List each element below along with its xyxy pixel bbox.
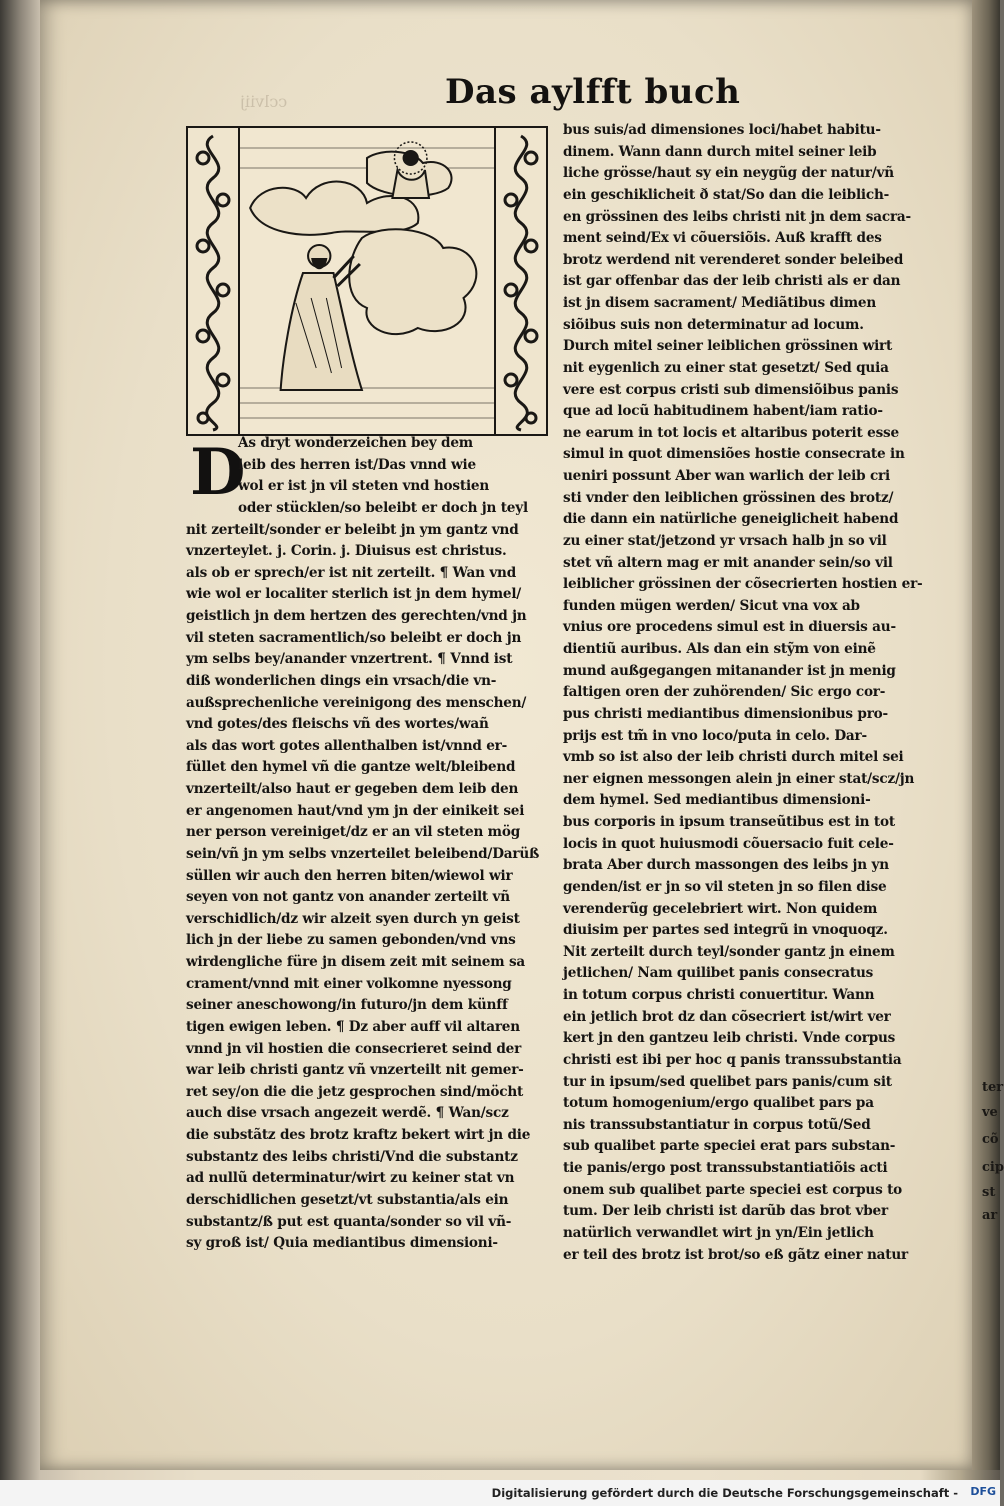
- text-line: bus corporis in ipsum transeũtibus est in tot: [563, 814, 895, 830]
- text-line: bus suis/ad dimensiones loci/habet habitu-: [563, 122, 881, 138]
- text-line: ym selbs bey/anander vnzertrent. ¶ Vnnd ist: [186, 651, 513, 668]
- text-line: en grössinen des leibs christi nit jn dem sacra-: [563, 208, 911, 225]
- text-line: brotz werdend nit verenderet sonder beleibed: [563, 251, 904, 268]
- facing-text-fragment: st: [982, 1185, 996, 1200]
- woodcut-scene: [240, 128, 494, 434]
- left-column-indented: [186, 433, 542, 520]
- text-line: auch dise vrsach angezeit werdẽ. ¶ Wan/scz: [186, 1105, 509, 1122]
- text-line: As dryt wonderzeichen bey dem: [238, 435, 473, 451]
- text-line: pus christi mediantibus dimensionibus pro-: [563, 705, 888, 722]
- text-line: vnd gotes/des fleischs vñ des wortes/wañ: [186, 716, 489, 733]
- text-line: tigen ewigen leben. ¶ Dz aber auff vil altaren: [186, 1018, 520, 1035]
- text-line: wie wol er localiter sterlich ist jn dem hymel/: [186, 586, 522, 603]
- text-line: sub qualibet parte speciei erat pars substan-: [563, 1138, 896, 1155]
- text-line: ad nullũ determinatur/wirt zu keiner stat vn: [186, 1170, 515, 1187]
- text-line: die substãtz des brotz kraftz bekert wirt jn die: [186, 1127, 531, 1143]
- woodcut-illustration: [186, 126, 548, 436]
- text-line: Durch mitel seiner leiblichen grössinen wirt: [563, 338, 893, 355]
- text-line: ne earum in tot locis et altaribus poterit esse: [563, 424, 899, 441]
- text-line: vnzerteilt/also haut er gegeben dem leib den: [186, 781, 519, 797]
- text-line: prijs est tm̃ in vno loco/puta in celo. Dar-: [563, 727, 867, 744]
- text-line: ment seind/Ex vi cõuersiõis. Auß krafft des: [563, 230, 882, 247]
- dfg-logo: DFG: [970, 1485, 996, 1498]
- text-line: oder stücklen/so beleibt er doch jn teyl: [238, 499, 528, 516]
- footer-bar: [0, 1480, 1000, 1506]
- text-line: vil steten sacramentlich/so beleibt er doch jn: [186, 629, 522, 646]
- text-line: onem sub qualibet parte speciei est corpus to: [563, 1181, 903, 1198]
- text-line: tur in ipsum/sed quelibet pars panis/cum sit: [563, 1073, 892, 1090]
- text-line: ner person vereiniget/dz er an vil steten mög: [186, 824, 521, 841]
- text-line: faltigen oren der zuhörenden/ Sic ergo cor-: [563, 684, 886, 701]
- text-line: vnius ore procedens simul est in diuersis au-: [563, 619, 896, 636]
- text-line: vere est corpus cristi sub dimensiõibus panis: [563, 381, 899, 398]
- text-line: füllet den hymel vñ die gantze welt/bleibend: [186, 759, 516, 776]
- text-line: sti vnder den leiblichen grössinen des brotz/: [563, 489, 894, 506]
- text-line: simul in quot dimensiões hostie consecrate in: [563, 446, 905, 463]
- text-line: leiblicher grössinen der cõsecrierten hostien er-: [563, 576, 923, 593]
- text-line: derschidlichen gesetzt/vt substantia/als ein: [186, 1191, 509, 1208]
- text-line: leib des herren ist/Das vnnd wie: [238, 456, 476, 473]
- text-line: que ad locũ habitudinem habent/iam ratio-: [563, 403, 883, 420]
- text-line: tie panis/ergo post transsubstantiatiõis acti: [563, 1160, 888, 1176]
- text-line: ueniri possunt Aber wan warlich der leib cri: [563, 468, 890, 484]
- facing-page-edge: [972, 0, 1000, 1470]
- text-line: wol er ist jn vil steten vnd hostien: [238, 478, 490, 495]
- text-line: ist gar offenbar das der leib christi als er dan: [563, 273, 901, 290]
- text-line: jetlichen/ Nam quilibet panis consecratus: [563, 965, 874, 982]
- text-line: mund außgegangen mitanander ist jn menig: [563, 662, 896, 679]
- text-line: geistlich jn dem hertzen des gerechten/vnd jn: [186, 608, 527, 624]
- text-line: süllen wir auch den herren biten/wiewol wir: [186, 867, 513, 884]
- ornamental-border-left: [188, 128, 240, 434]
- text-line: diß wonderlichen dings ein vrsach/die vn-: [186, 672, 497, 689]
- text-line: totum homogenium/ergo qualibet pars pa: [563, 1095, 874, 1112]
- decorated-initial: D: [190, 435, 246, 510]
- text-line: lich jn der liebe zu samen gebonden/vnd vns: [186, 932, 516, 949]
- bleed-through-page-number: cclviij: [240, 92, 288, 111]
- text-line: stet vñ altern mag er mit anander sein/so vil: [563, 554, 893, 571]
- text-line: liche grösse/haut sy ein neygũg der natur/vñ: [563, 165, 894, 182]
- text-line: die dann ein natürliche geneiglicheit habend: [563, 511, 899, 528]
- right-column: [563, 120, 923, 1266]
- footer-credit: Digitalisierung gefördert durch die Deutsche Forschungsgemeinschaft -: [491, 1486, 958, 1500]
- text-line: als ob er sprech/er ist nit zerteilt. ¶ Wan vnd: [186, 564, 517, 581]
- text-line: seiner aneschowong/in futuro/jn dem künff: [186, 997, 508, 1014]
- text-line: war leib christi gantz vñ vnzerteilt nit gemer-: [186, 1062, 524, 1079]
- text-line: ist jn disem sacrament/ Mediãtibus dimen: [563, 295, 877, 311]
- text-line: siõibus suis non determinatur ad locum.: [563, 316, 864, 333]
- text-line: nit zerteilt/sonder er beleibt jn ym gantz vnd: [186, 521, 519, 538]
- facing-text-fragment: cip: [982, 1160, 1004, 1175]
- text-line: sein/vñ jn ym selbs vnzerteilet beleibend/Darüß: [186, 845, 540, 862]
- text-line: seyen von not gantz von anander zerteilt vñ: [186, 889, 510, 906]
- text-line: genden/ist er jn so vil steten jn so filen dise: [563, 878, 887, 895]
- text-line: als das wort gotes allenthalben ist/vnnd er-: [186, 737, 508, 754]
- text-line: verschidlich/dz wir alzeit syen durch yn geist: [186, 910, 520, 927]
- text-line: ein jetlich brot dz dan cõsecriert ist/wirt ver: [563, 1008, 891, 1025]
- text-line: er angenomen haut/vnd ym jn der einikeit sei: [186, 802, 525, 819]
- facing-text-fragment: cõ: [982, 1132, 999, 1147]
- text-line: außsprechenliche vereinigong des menschen/: [186, 694, 527, 711]
- text-line: dinem. Wann dann durch mitel seiner leib: [563, 143, 877, 160]
- text-line: zu einer stat/jetzond yr vrsach halb jn so vil: [563, 532, 887, 549]
- text-line: Nit zerteilt durch teyl/sonder gantz jn einem: [563, 943, 895, 960]
- text-line: ret sey/on die die jetz gesprochen sind/möcht: [186, 1083, 524, 1100]
- running-header: Das aylfft buch: [445, 72, 741, 112]
- text-line: crament/vnnd mit einer volkomne nyessong: [186, 975, 512, 992]
- ornamental-border-right: [494, 128, 546, 434]
- facing-text-fragment: ve: [982, 1105, 998, 1120]
- text-line: nis transsubstantiatur in corpus totũ/Sed: [563, 1116, 871, 1133]
- text-line: sy groß ist/ Quia mediantibus dimensioni-: [186, 1235, 498, 1252]
- text-line: ein geschiklicheit ð stat/So dan die leiblich-: [563, 186, 890, 203]
- text-line: natürlich verwandlet wirt jn yn/Ein jetlich: [563, 1224, 874, 1241]
- text-line: substantz/ß put est quanta/sonder so vil vñ-: [186, 1213, 512, 1230]
- text-line: dientiũ auribus. Als dan ein stỹm von einẽ: [563, 641, 876, 657]
- text-line: nit eygenlich zu einer stat gesetzt/ Sed quia: [563, 359, 889, 376]
- text-line: kert jn den gantzeu leib christi. Vnde corpus: [563, 1030, 896, 1047]
- facing-text-fragment: ar: [982, 1208, 998, 1223]
- text-line: diuisim per partes sed integrũ in vnoquoqz.: [563, 922, 888, 939]
- text-line: in totum corpus christi conuertitur. Wann: [563, 987, 875, 1003]
- text-line: funden mügen werden/ Sicut vna vox ab: [563, 597, 860, 614]
- text-line: verenderũg gecelebriert wirt. Non quidem: [563, 900, 878, 917]
- text-line: christi est ibi per hoc q panis transsubstantia: [563, 1051, 902, 1068]
- text-line: vnnd jn vil hostien die consecrieret seind der: [186, 1040, 522, 1057]
- text-line: vmb so ist also der leib christi durch mitel sei: [563, 749, 904, 766]
- text-line: locis in quot huiusmodi cõuersacio fuit cele-: [563, 835, 894, 852]
- text-line: dem hymel. Sed mediantibus dimensioni-: [563, 792, 871, 809]
- text-line: wirdengliche füre jn disem zeit mit seinem sa: [186, 954, 526, 970]
- text-line: er teil des brotz ist brot/so eß gãtz einer natur: [563, 1246, 909, 1263]
- text-line: brata Aber durch massongen des leibs jn yn: [563, 857, 889, 874]
- text-line: substantz des leibs christi/Vnd die substantz: [186, 1148, 518, 1165]
- text-line: vnzerteylet. j. Corin. j. Diuisus est christus.: [186, 543, 507, 560]
- left-column: [186, 520, 542, 1255]
- text-line: tum. Der leib christi ist darũb das brot vber: [563, 1203, 888, 1220]
- facing-text-fragment: ter: [982, 1080, 1004, 1095]
- text-line: ner eignen messongen alein jn einer stat/scz/jn: [563, 770, 915, 787]
